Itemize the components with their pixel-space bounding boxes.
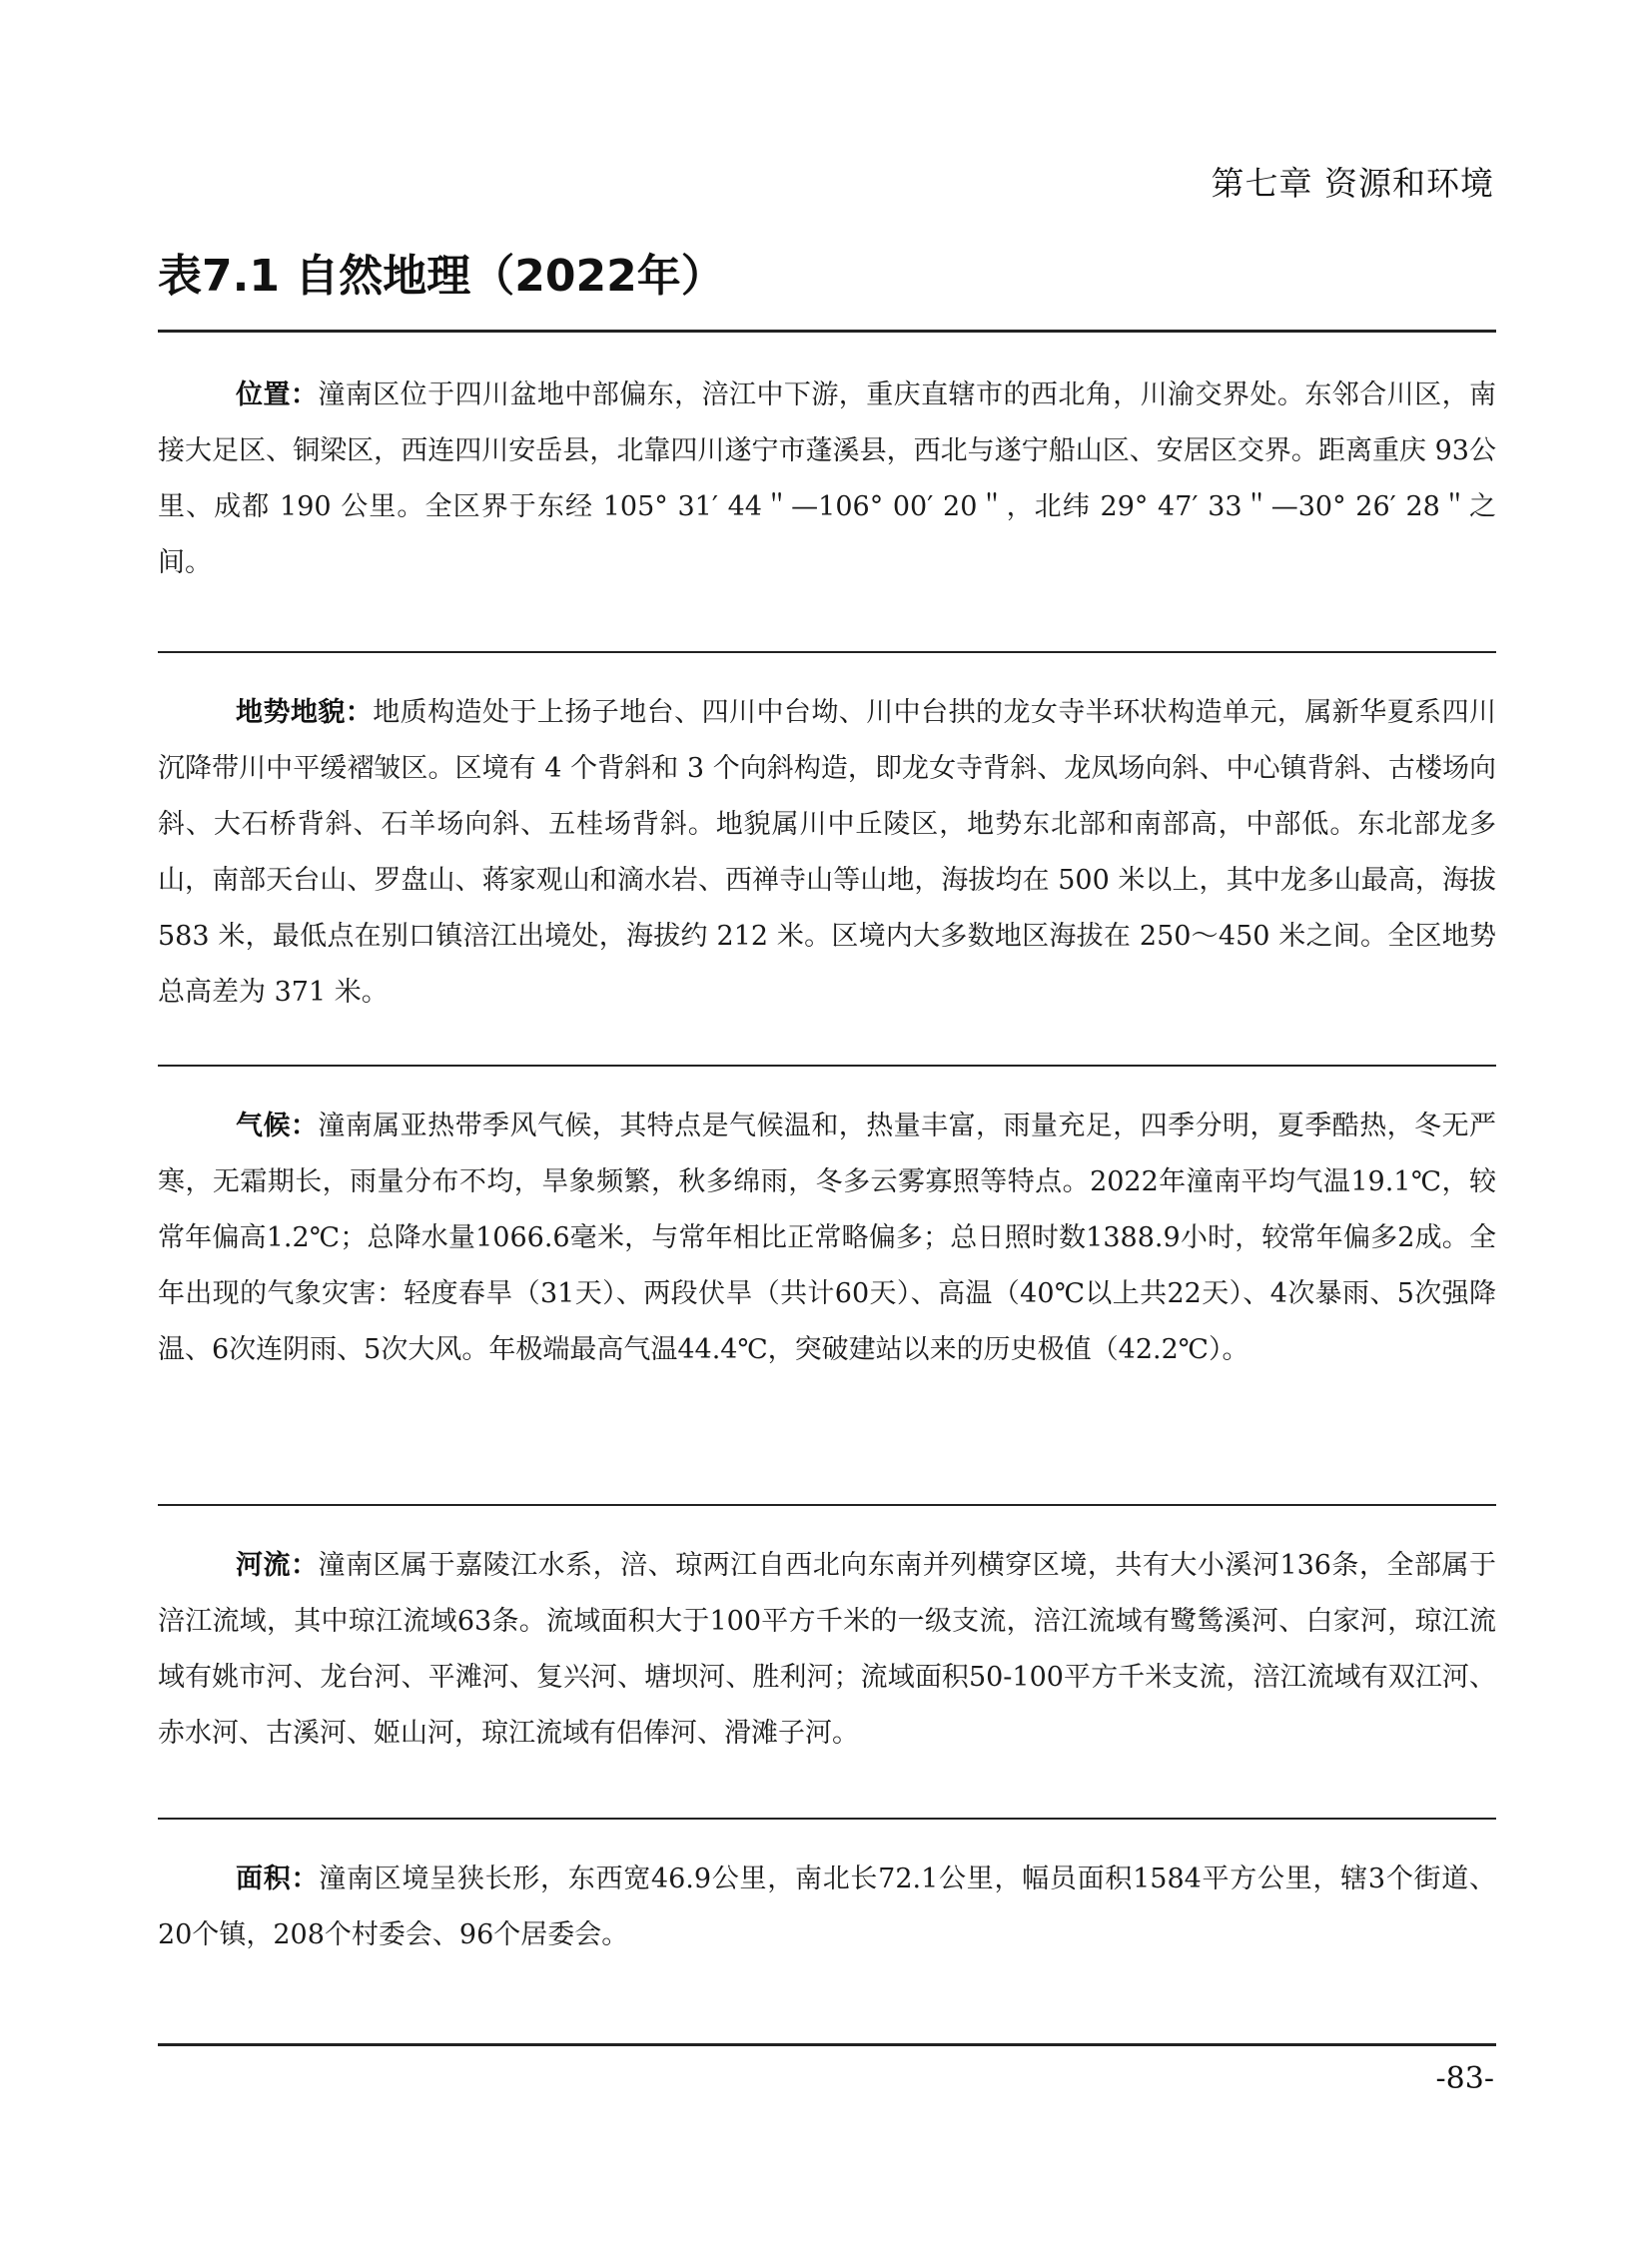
section-divider [158, 1818, 1496, 1820]
section-divider [158, 1065, 1496, 1067]
table-title: 表7.1 自然地理（2022年） [158, 251, 725, 302]
section-label: 位置： [236, 379, 319, 410]
section-text: 潼南属亚热带季风气候，其特点是气候温和，热量丰富，雨量充足，四季分明，夏季酷热，冬无严寒，无霜期长，雨量分布不均，旱象频繁，秋多绵雨，冬多云雾寡照等特点。2022年潼南平均气温19.1℃，较常年偏高1.2℃；总降水量1066.6毫米，与常年相比正常略偏多；总日照时数1388.9小时，较常年偏多2成。全年出现的气象灾害：轻度春旱（31天）、两段伏旱（共计60天）、高温（40℃以上共22天）、4次暴雨、5次强降温、6次连阴雨、5次大风。年极端最高气温44.4℃，突破建站以来的历史极值（42.2℃）。 [158, 1111, 1497, 1365]
section-label: 地势地貌： [236, 697, 374, 728]
section-label: 气候： [236, 1111, 319, 1141]
section-divider [158, 1504, 1496, 1506]
section-label: 面积： [236, 1864, 320, 1894]
section-climate [158, 1099, 1496, 1378]
section-text: 潼南区位于四川盆地中部偏东，涪江中下游，重庆直辖市的西北角，川渝交界处。东邻合川区，南接大足区、铜梁区，西连四川安岳县，北靠四川遂宁市蓬溪县，西北与遂宁船山区、安居区交界。距离重庆 93公里、成都 190 公里。全区界于东经 105° 31′ 44＂—106° 00′ 20＂，北纬 29° 47′ 33＂—30° 26′ 28＂之间。 [158, 379, 1497, 578]
section-divider [158, 651, 1496, 653]
section-text: 地质构造处于上扬子地台、四川中台坳、川中台拱的龙女寺半环状构造单元，属新华夏系四川沉降带川中平缓褶皱区。区境有 4 个背斜和 3 个向斜构造，即龙女寺背斜、龙凤场向斜、中心镇背斜、古楼场向斜、大石桥背斜、石羊场向斜、五桂场背斜。地貌属川中丘陵区，地势东北部和南部高，中部低。东北部龙多山，南部天台山、罗盘山、蒋家观山和滴水岩、西禅寺山等山地，海拔均在 500 米以上，其中龙多山最高，海拔 583 米，最低点在别口镇涪江出境处，海拔约 212 米。区境内大多数地区海拔在 250～450 米之间。全区地势总高差为 371 米。 [158, 697, 1497, 1008]
section-terrain [158, 685, 1496, 1021]
section-area [158, 1852, 1496, 1963]
section-location [158, 368, 1496, 591]
section-text: 潼南区属于嘉陵江水系，涪、琼两江自西北向东南并列横穿区境，共有大小溪河136条，全部属于涪江流域，其中琼江流域63条。流域面积大于100平方千米的一级支流，涪江流域有鹭鸶溪河、白家河，琼江流域有姚市河、龙台河、平滩河、复兴河、塘坝河、胜利河；流域面积50-100平方千米支流，涪江流域有双江河、赤水河、古溪河、姬山河，琼江流域有侣俸河、滑滩子河。 [158, 1550, 1496, 1749]
title-rule [158, 330, 1496, 333]
chapter-header: 第七章 资源和环境 [1211, 164, 1494, 203]
section-label: 河流： [236, 1550, 319, 1581]
section-text: 潼南区境呈狭长形，东西宽46.9公里，南北长72.1公里，幅员面积1584平方公里，辖3个街道、20个镇，208个村委会、96个居委会。 [158, 1864, 1497, 1950]
bottom-rule [158, 2043, 1496, 2046]
section-rivers [158, 1538, 1496, 1762]
page-number: -83- [1435, 2061, 1494, 2096]
